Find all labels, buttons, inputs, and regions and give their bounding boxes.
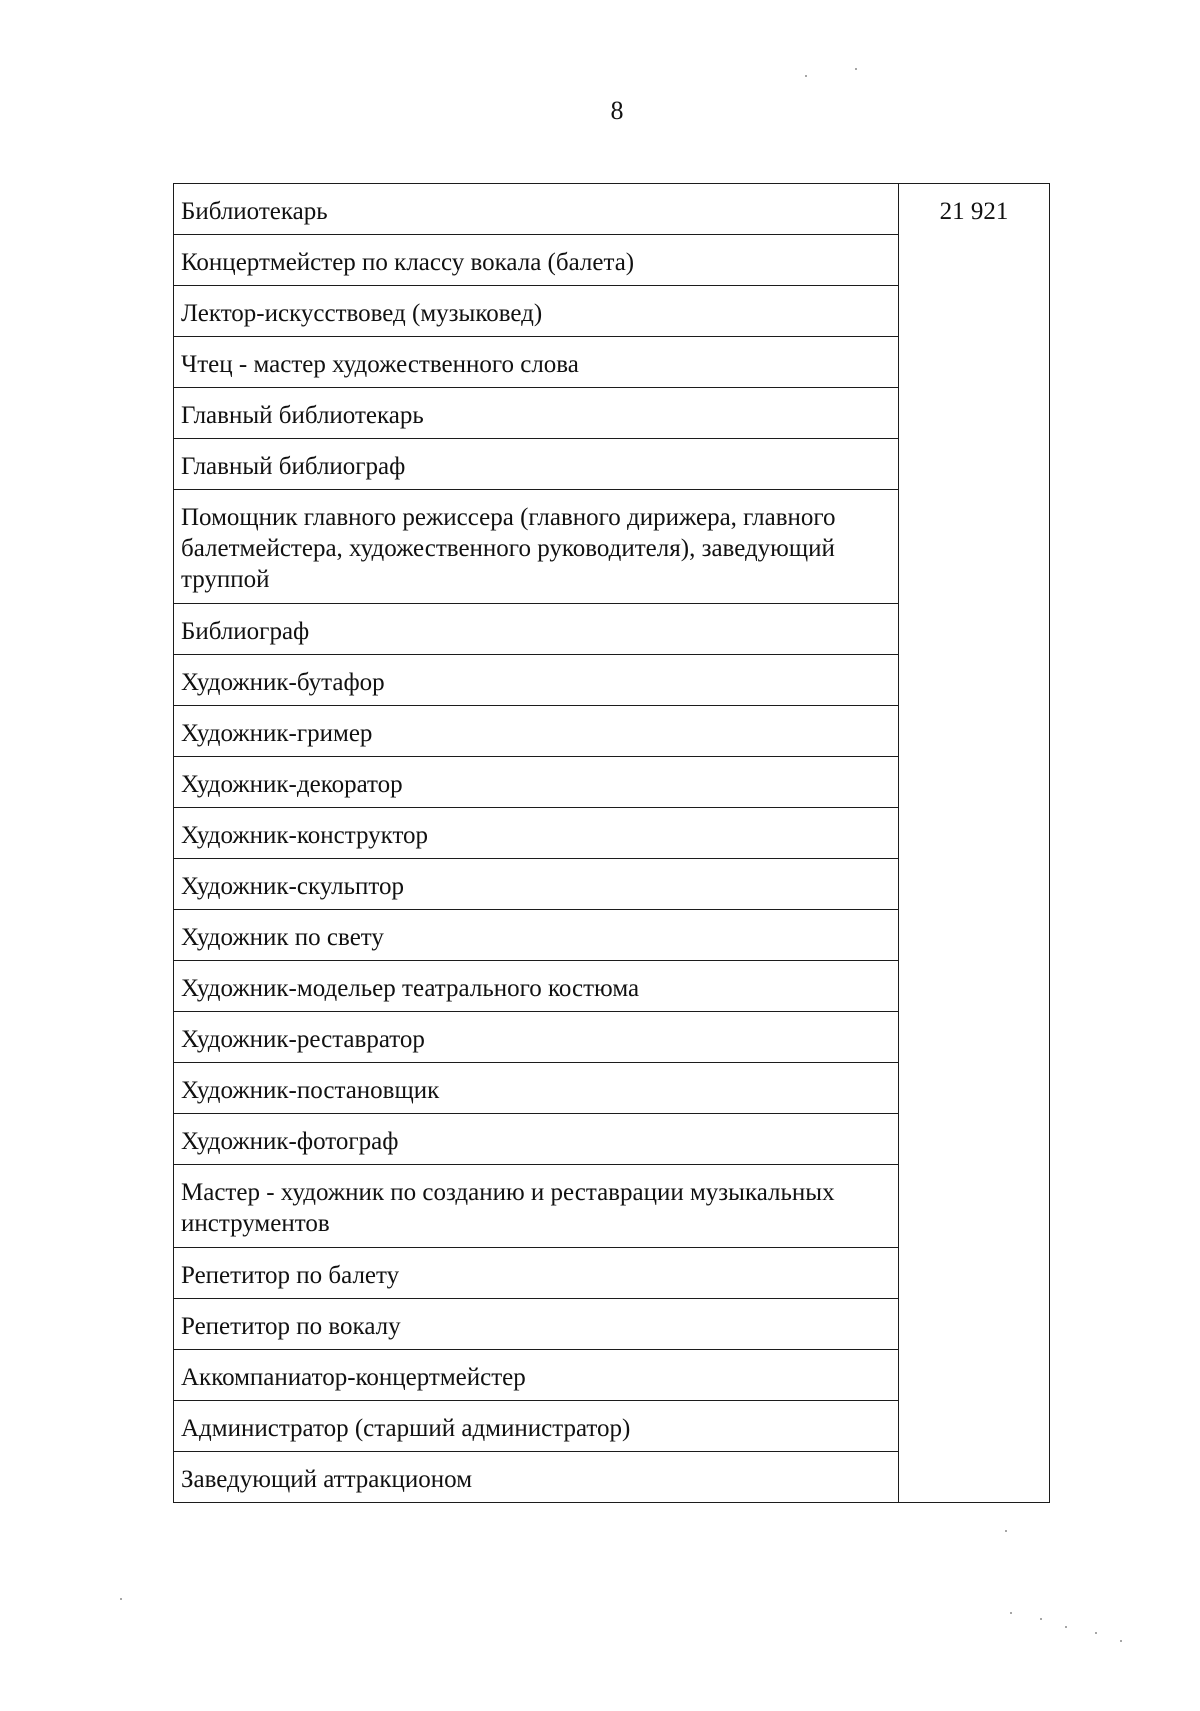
position-name-cell: Художник-гример: [174, 706, 899, 757]
position-name-cell: Главный библиотекарь: [174, 388, 899, 439]
position-name-cell: Библиотекарь: [174, 184, 899, 235]
salary-table: [173, 183, 1050, 1503]
position-name-cell: Заведующий аттракционом: [174, 1452, 899, 1503]
position-name-cell: Чтец - мастер художественного слова: [174, 337, 899, 388]
scan-speck: [1095, 1632, 1097, 1634]
position-name-cell: Лектор-искусствовед (музыковед): [174, 286, 899, 337]
scan-speck: [805, 75, 807, 77]
position-name-cell: Художник-декоратор: [174, 757, 899, 808]
position-name-cell: Художник-постановщик: [174, 1063, 899, 1114]
table-row: [174, 184, 1050, 235]
page-number: 8: [610, 96, 624, 125]
scan-speck: [855, 68, 857, 70]
scan-speck: [1040, 1618, 1042, 1620]
position-name-cell: Аккомпаниатор-концертмейстер: [174, 1350, 899, 1401]
scan-speck: [1120, 1640, 1122, 1642]
position-name-cell: Концертмейстер по классу вокала (балета): [174, 235, 899, 286]
position-name-cell: Художник-фотограф: [174, 1114, 899, 1165]
position-name-cell: Художник-скульптор: [174, 859, 899, 910]
scan-speck: [1010, 1612, 1012, 1614]
position-name-cell: Художник по свету: [174, 910, 899, 961]
position-name-cell: Художник-модельер театрального костюма: [174, 961, 899, 1012]
position-name-cell: Художник-конструктор: [174, 808, 899, 859]
position-name-cell: Репетитор по вокалу: [174, 1299, 899, 1350]
salary-cell: 21 921: [899, 184, 1050, 1503]
position-name-cell: Художник-бутафор: [174, 655, 899, 706]
position-name-cell: Репетитор по балету: [174, 1248, 899, 1299]
position-name-cell: Художник-реставратор: [174, 1012, 899, 1063]
position-name-cell: Мастер - художник по созданию и реставрации музыкальных инструментов: [174, 1165, 899, 1248]
scan-speck: [1005, 1530, 1007, 1532]
position-name-cell: Главный библиограф: [174, 439, 899, 490]
position-name-cell: Помощник главного режиссера (главного дирижера, главного балетмейстера, художественного руководителя), заведующий труппой: [174, 490, 899, 604]
position-name-cell: Библиограф: [174, 604, 899, 655]
scan-speck: [1065, 1626, 1067, 1628]
position-name-cell: Администратор (старший администратор): [174, 1401, 899, 1452]
scan-speck: [120, 1598, 122, 1600]
